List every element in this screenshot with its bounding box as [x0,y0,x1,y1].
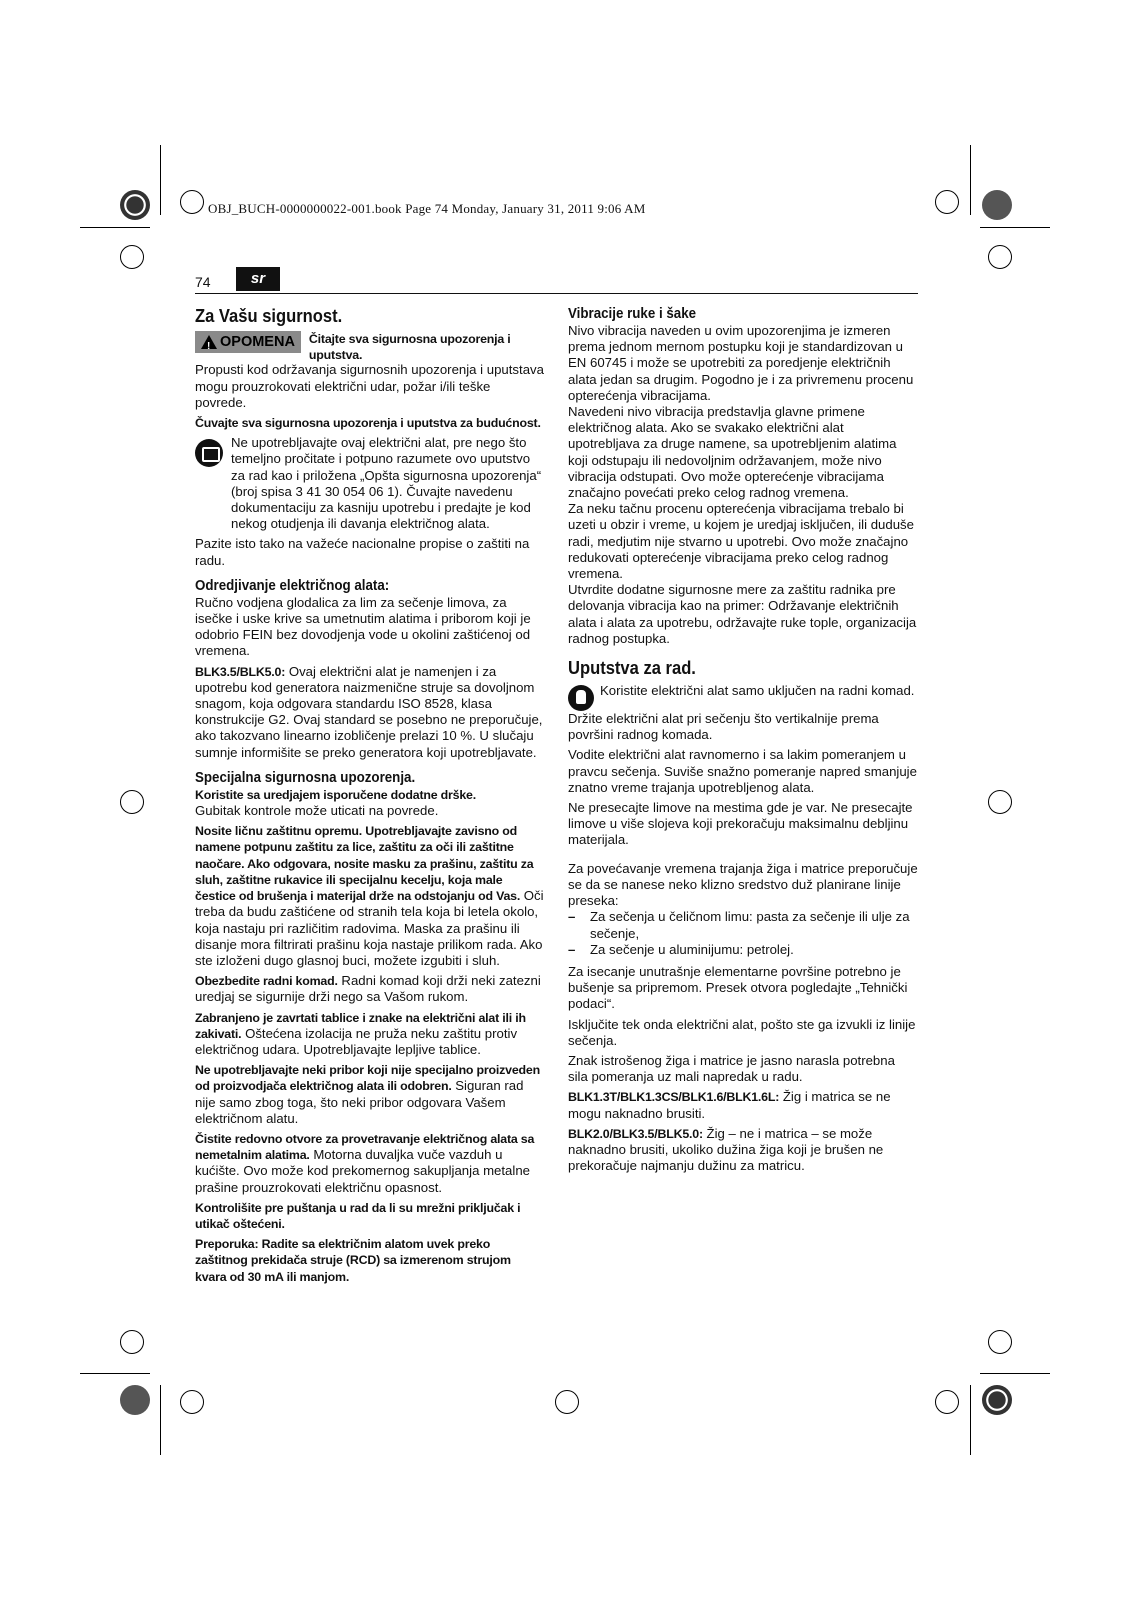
work-text-2: Vodite električni alat ravnomerno i sa lakim pomeranjem u pravcu sečenja. Suviše snažno pomeranje napred smanjuje znatno vreme trajanja upotrebljenog alata. [568,747,917,795]
special-warning-4: Zabranjeno je zavrtati tablice i znake na električni alat ili ih zakivati. Oštećena izolacija ne pruža neku zaštitu protiv električnog udara. Upotrebljavajte lepljive tablice. [195,1010,526,1057]
work-instructions-title: Uputstva za rad. [568,658,696,679]
special-warning-1: Koristite sa uredjajem isporučene dodatne drške. Gubitak kontrole može uticati na povrede. [195,787,476,819]
read-manual-icon [195,439,223,467]
generator-note: BLK3.5/BLK5.0: Ovaj električni alat je namenjen i za upotrebu kod generatora naizmenične struje sa dovoljnom snagom, koja odgovara standardu ISO 8528, klasa konstrukcije G2. Ovaj standard se posebno ne preporučuje, ako takozvano linearno izobličenje prelazi 10 %. U slučaju sumnje informišite se preko generatora koji upotrebljavate. [195,663,543,760]
header-rule [195,293,918,294]
work-text-3: Ne presecajte limove na mestima gde je var. Ne presecajte limove u više slojeva koji prekoračuju maksimalnu debljinu materijala. [568,800,913,848]
safety-title: Za Vašu sigurnost. [195,306,343,326]
vibration-text-1: Nivo vibracija naveden u ovim upozorenjima je izmeren prema jednom mernom postupku koji je standardizovan u EN 60745 i može se upotrebiti za poredjenje električnih alata jedan sa drugim. Pogodno je i za privremenu procenu opterećenja vibracijama. [568,323,914,403]
special-warning-2: Nosite ličnu zaštitnu opremu. Upotrebljavajte zavisno od namene potpunu zaštitu za lice, zaštitu za oči ili zaštitne naočare. Ako odgovara, nosite masku za prašinu, zaštitu za sluh, zaštitne rukavice ili specijalnu kecelju, koja male čestice od brušenja i materijal drže na odstojanju od Vas. Oči treba da budu zaštićene od stranih tela koja bi letela okolo, koja nastaju pri različitim radovima. Maska za prašinu ili disanje mora filtrirati prašinu koja nastaje prilikom rada. Ako ste izloženi dugo glasnoj buci, možete izgubiti i sluh. [195,824,544,968]
page-number: 74 [195,274,211,290]
read-manual-block [195,435,545,536]
work-text-5: Za isecanje unutrašnje elementarne površine potrebno je bušenje sa pripremom. Presek otvora pogledajte „Tehnički podaci“. [568,963,908,1012]
special-warning-6: Čistite redovno otvore za provetravanje električnog alata sa nemetalnim alatima. Motorna duvaljka vuče vazduh u kućište. Ovo može kod prekomernog sakupljanja metalne prašine prouzrokovati električnu opasnost. [195,1131,535,1195]
left-column [195,305,545,1289]
heading-purpose: Odredjivanje električnog alata: [195,577,390,594]
special-warning-5: Ne upotrebljavajte neki pribor koji nije specijalno proizveden od proizvodjača električnog alata ili odobren. Siguran rad nije samo zbog toga, što neki pribor odgovara Vašem električnom alatu. [195,1063,540,1126]
model-note-2: BLK2.0/BLK3.5/BLK5.0: Žig – ne i matrica – se može naknadno brusiti, ukoliko dužina žiga koji je brušen ne prekoračuje najmanju dužinu za matricu. [568,1125,884,1174]
purpose-text: Ručno vodjena glodalica za lim za sečenje limova, za isečke i uske krive sa umetnutim alatima i priborom koji je odobrio FEIN bez dovodjenja vode u okolini zaštićenoj od vremena. [195,594,531,659]
special-warning-8: Preporuka: Radite sa električnim alatom uvek preko zaštitnog prekidača struje (RCD) sa izmerenom strujom kvara od 30 mA ili manjom. [195,1237,511,1284]
heading-special-warnings: Specijalna sigurnosna upozorenja. [195,769,416,786]
list-item: – Za sečenje u aluminijumu: petrolej. [568,942,918,958]
language-tab: sr [236,267,280,291]
work-text-4: Za povećavanje vremena trajanja žiga i matrice preporučuje se da se nanese neko klizno sredstvo duž planirane linije preseka: [568,860,918,909]
work-text-7: Znak istrošenog žiga i matrice je jasno narasla potrebna sila pomeranja uz mali napredak u radu. [568,1052,895,1085]
read-manual-text: Ne upotrebljavajte ovaj električni alat, pre nego što temeljno pročitate i potpuno razumete ovo uputstvo za rad kao i priložena „Opšta sigurnosna upozorenja“ (broj spisa 3 41 30 054 06 1). Čuvajte navedenu dokumentaciju za kasniju upotrebu i predajte je kod nekog otudjenja ili davanja električnog alata. [231,435,542,532]
work-text-1: Držite električni alat pri sečenju što vertikalnije prema površini radnog komada. [568,711,879,743]
national-regulations: Pazite isto tako na važeće nacionalne propise o zaštiti na radu. [195,536,530,568]
vibration-text-2: Navedeni nivo vibracija predstavlja glavne primene električnog alata. Ako se svakako električni alat upotrebljava za druge namene, sa upotrebljenim alatima koji odstupaju ili nedovoljnim održavanjem, može nivo vibracija odstupati. Ovo može opterećenje vibracijama značajno povećati preko celog radnog vremena. [568,404,897,501]
book-header: OBJ_BUCH-0000000022-001.book Page 74 Monday, January 31, 2011 9:06 AM [208,201,646,216]
special-warning-3: Obezbedite radni komad. Radni komad koji drži neki zatezni uredjaj se sigurnije drži nego sa Vašom rukom. [195,973,541,1005]
warning-triangle-icon [201,335,217,349]
glove-note-block [568,683,918,711]
warning-badge: ! OPOMENA [195,331,301,353]
vibration-text-3: Za neku tačnu procenu opterećenja vibracijama trebalo bi uzeti u obzir i vreme, u kojem je uredjaj isključen, ili duduše radi, medjutim nije stvarno u upotrebi. Ovo može značajno redukovati opterećenje vibracijama preko celog radnog vremena. [568,501,914,582]
right-column [568,305,918,1178]
warning-text: Propusti kod održavanja sigurnosnih upozorenja i uputstava mogu prouzrokovati električni udar, požar i/ili teške povrede. [195,362,544,410]
special-warning-7: Kontrolišite pre puštanja u rad da li su mrežni priključak i utikač oštećeni. [195,1200,521,1231]
model-note-1: BLK1.3T/BLK1.3CS/BLK1.6/BLK1.6L: Žig i matrica se ne mogu naknadno brusiti. [568,1089,891,1121]
warning-block [195,331,545,363]
work-text-6: Isključite tek onda električni alat, pošto ste ga izvukli iz linije sečenja. [568,1016,916,1048]
glove-note-text: Koristite električni alat samo uključen na radni komad. [600,683,915,699]
glove-icon [568,685,594,711]
list-item: – Za sečenja u čeličnom limu: pasta za sečenje ili ulje za sečenje, [568,909,918,941]
keep-instructions: Čuvajte sva sigurnosna upozorenja i uputstva za budućnost. [195,416,541,431]
vibration-text-4: Utvrdite dodatne sigurnosne mere za zaštitu radnika pre delovanja vibracija kao na primer: Održavanje električnih alata i alata za upotrebu, održavajte ruke tople, organizacija radnog postupka. [568,582,917,646]
heading-vibration: Vibracije ruke i šake [568,306,697,322]
warning-bold: Čitajte sva sigurnosna upozorenja i uputstva. [308,332,511,363]
lubricant-list [568,909,918,958]
